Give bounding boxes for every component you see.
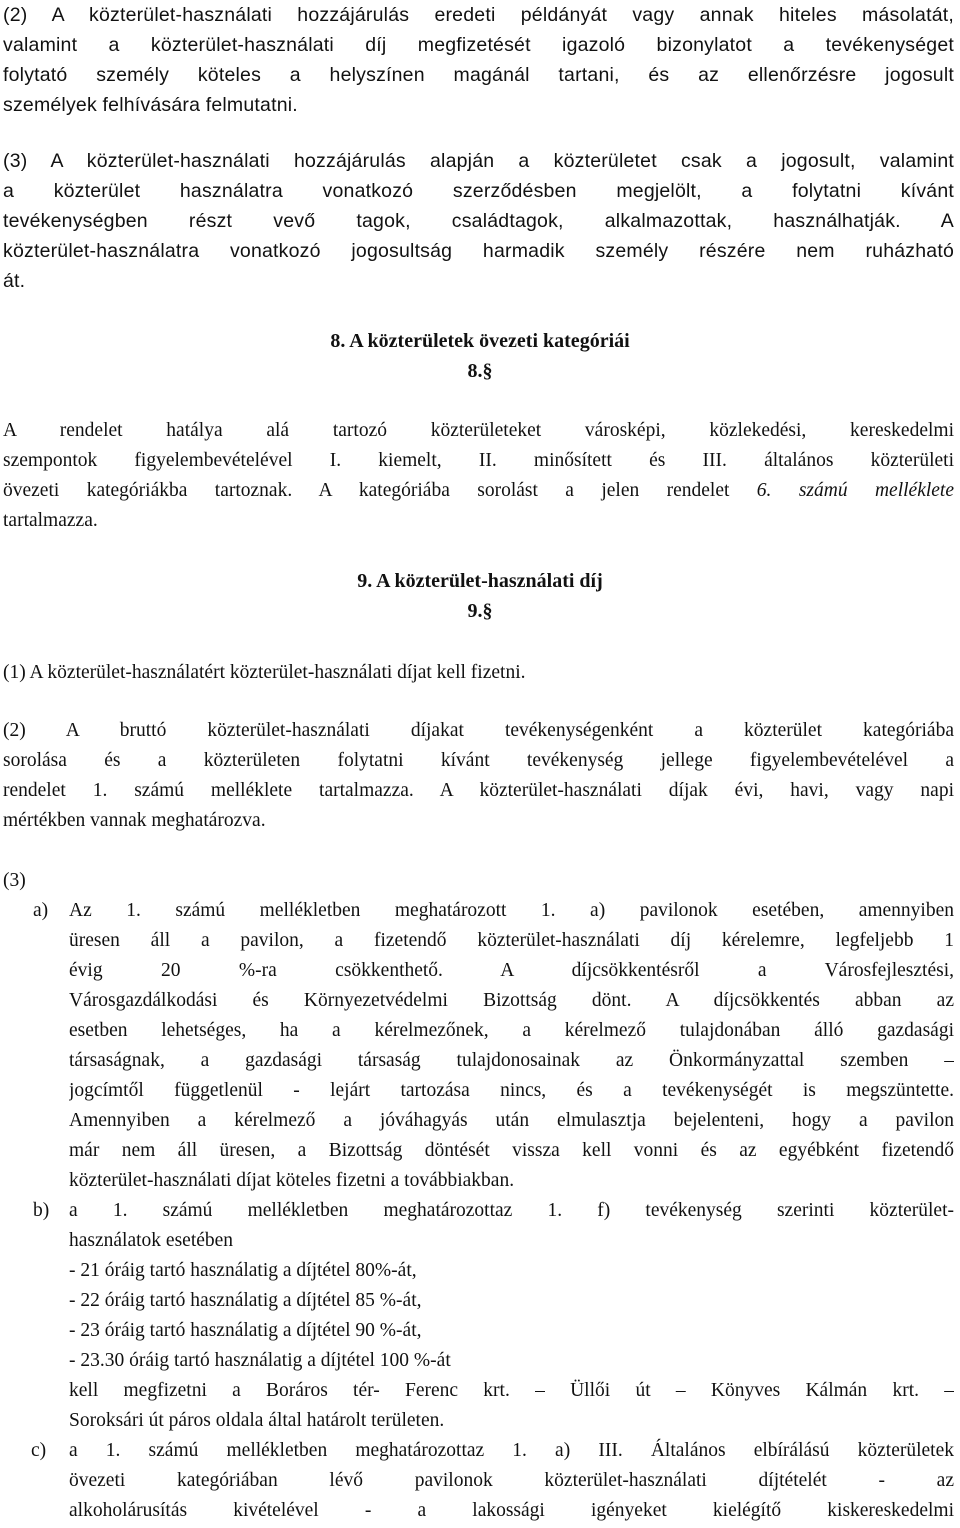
section-9-number: 9. (467, 600, 483, 622)
text-line: (2) A bruttó közterület-használati díjakat tevékenységenként a közterület kategóriába (3, 720, 954, 741)
text-line: üresen áll a pavilon, a fizetendő közterület-használati díj kérelemre, legfeljebb 1 (69, 930, 954, 951)
text-line: évig 20 %-ra csökkenthető. A díjcsökkentésről a Városfejlesztési, (69, 960, 954, 981)
text-line: (3) A közterület-használati hozzájárulás alapján a közterületet csak a jogosult, valamint (3, 150, 954, 172)
text-line: közterület-használatra vonatkozó jogosultság harmadik személy részére nem ruházható (3, 240, 954, 262)
paragraph-sign: § (482, 600, 493, 622)
annex-ref-number: 6. (756, 480, 772, 501)
text-segment: övezeti kategóriákba tartoznak. A kategóriába sorolást a jelen rendelet (3, 480, 757, 501)
list-marker: c) (31, 1440, 47, 1461)
text-line: - 22 óráig tartó használatig a díjtétel 85 %-át, (69, 1290, 422, 1311)
text-line: esetben lehetséges, ha a kérelmezőnek, a kérelmező tulajdonában álló gazdasági (69, 1020, 954, 1041)
paragraph-9-1 (3, 658, 954, 688)
text-line: Az 1. számú mellékletben meghatározott 1. a) pavilonok esetében, amennyiben (69, 900, 954, 921)
text-line: (3) (3, 870, 26, 891)
text-line: már nem áll üresen, a Bizottság döntését vissza kell vonni és az egyébként fizetendő (69, 1140, 954, 1161)
text-line: Városgazdálkodási és Környezetvédelmi Bizottság dönt. A díjcsökkentés abban az (69, 990, 954, 1011)
text-line: A rendelet hatálya alá tartozó közterületeket városképi, közlekedési, kereskedelmi (3, 420, 954, 441)
text-line: át. (3, 270, 26, 292)
list-marker: b) (33, 1200, 50, 1221)
text-line: használatok esetében (69, 1230, 234, 1251)
text-line: (2) A közterület-használati hozzájárulás eredeti példányát vagy annak hiteles másolatát, (3, 4, 954, 26)
paragraph-9-3-label (3, 866, 954, 896)
text-line: szempontok figyelembevételével I. kiemelt, II. minősített és III. általános közterületi (3, 450, 954, 471)
text-line: rendelet 1. számú melléklete tartalmazza. A közterület-használati díjak évi, havi, vagy napi (3, 780, 954, 801)
text-line: (1) A közterület-használatért közterület-használati díjat kell fizetni. (3, 662, 526, 683)
annex-ref-text: számú melléklete (798, 480, 954, 501)
section-8-number: 8. (467, 360, 483, 382)
text-line: a 1. számú mellékletben meghatározottaz 1. a) III. Általános elbírálású közterületek (69, 1440, 954, 1461)
text-line: közterület-használati díjat köteles fizetni a továbbiakban. (69, 1170, 515, 1191)
text-line: sorolása és a közterületen folytatni kívánt tevékenység jellege figyelembevételével a (3, 750, 954, 771)
paragraph-7-3 (3, 146, 954, 296)
text-line: alkoholárusítás kivételével - a lakossági igényeket kielégítő kiskereskedelmi (69, 1500, 954, 1521)
text-line: jogcímtől függetlenül - lejárt tartozása nincs, és a tevékenységét is megszüntette. (69, 1080, 954, 1101)
section-9-title: 9. A közterület-használati díj (357, 570, 603, 592)
section-8-paragraph-sign (0, 356, 960, 386)
text-line (3, 476, 954, 506)
text-line: Amennyiben a kérelmező a jóváhagyás után elmulasztja bejelenteni, hogy a pavilon (69, 1110, 954, 1131)
text-line: tartalmazza. (3, 510, 98, 531)
section-8-title: 8. A közterületek övezeti kategóriái (330, 330, 630, 352)
paragraph-9-3-list (3, 896, 954, 1526)
section-8-text (3, 416, 954, 536)
paragraph-7-2 (3, 0, 954, 120)
text-line: a 1. számú mellékletben meghatározottaz 1. f) tevékenység szerinti közterület- (69, 1200, 954, 1221)
text-line: Soroksári út páros oldala által határolt területen. (69, 1410, 445, 1431)
section-9-paragraph-sign (0, 596, 960, 626)
paragraph-9-2 (3, 716, 954, 836)
text-line: - 23.30 óráig tartó használatig a díjtétel 100 %-át (69, 1350, 451, 1371)
text-line: folytató személy köteles a helyszínen magánál tartani, és az ellenőrzésre jogosult (3, 64, 954, 86)
text-line: övezeti kategóriában lévő pavilonok közterület-használati díjtételét - az (69, 1470, 954, 1491)
list-item-a (3, 896, 954, 1196)
text-line: valamint a közterület-használati díj megfizetését igazoló bizonylatot a tevékenységet (3, 34, 954, 56)
text-line: a közterület használatra vonatkozó szerződésben megjelölt, a folytatni kívánt (3, 180, 954, 202)
text-line: - 23 óráig tartó használatig a díjtétel 90 %-át, (69, 1320, 422, 1341)
paragraph-sign: § (482, 360, 493, 382)
text-line: mértékben vannak meghatározva. (3, 810, 266, 831)
text-line: tevékenységben részt vevő tagok, családtagok, alkalmazottak, használhatják. A (3, 210, 954, 232)
text-line: kell megfizetni a Boráros tér- Ferenc krt. – Üllői út – Könyves Kálmán krt. – (69, 1380, 954, 1401)
text-line: társaságnak, a gazdasági társaság tulajdonosainak az Önkormányzattal szemben – (69, 1050, 954, 1071)
list-item-c (3, 1436, 954, 1526)
text-line: személyek felhívására felmutatni. (3, 94, 298, 116)
list-item-b (3, 1196, 954, 1436)
text-line: - 21 óráig tartó használatig a díjtétel 80%-át, (69, 1260, 417, 1281)
list-marker: a) (33, 900, 49, 921)
